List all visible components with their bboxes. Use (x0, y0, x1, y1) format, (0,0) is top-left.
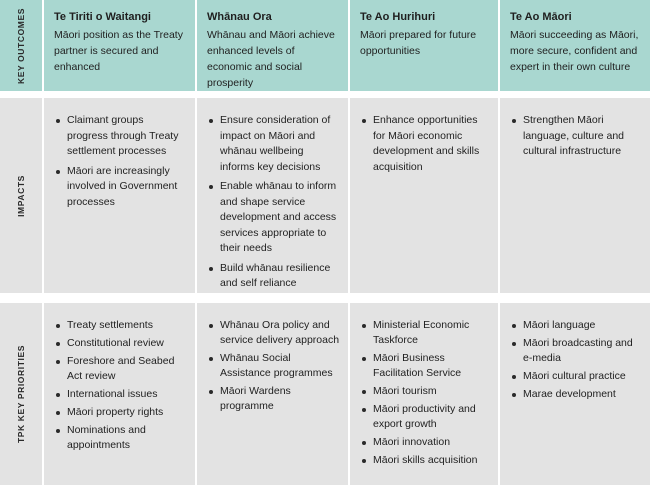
list-item: Marae development (510, 387, 642, 402)
list-item: Māori property rights (54, 405, 187, 420)
list-item: Māori Business Facilitation Service (360, 351, 490, 381)
list-item: Whānau Ora policy and service delivery approach (207, 318, 340, 348)
column-title: Te Tiriti o Waitangi (54, 11, 151, 23)
list-item: Māori language (510, 318, 642, 333)
row-header-impacts (0, 98, 42, 293)
priorities-row (0, 303, 650, 485)
priorities-cell-whanau-ora (197, 303, 348, 485)
list-item: Ensure consideration of impact on Māori and whānau wellbeing informs key decisions (207, 113, 340, 175)
impacts-list (510, 113, 642, 160)
list-item: Nominations and appointments (54, 423, 187, 453)
outcome-cell-whanau-ora (197, 0, 348, 91)
row-label: IMPACTS (16, 174, 26, 217)
row-label: TPK KEY PRIORITIES (16, 344, 26, 444)
priorities-list (510, 318, 642, 402)
list-item: Treaty settlements (54, 318, 187, 333)
priorities-cell-te-tiriti (44, 303, 195, 485)
priorities-list (207, 318, 340, 414)
priorities-list (360, 318, 490, 468)
outcome-text: Whānau and Māori achieve enhanced levels of economic and social prosperity (207, 29, 335, 89)
list-item: Māori broadcasting and e-media (510, 336, 642, 366)
impacts-row (0, 98, 650, 293)
list-item: Māori tourism (360, 384, 490, 399)
list-item: Māori Wardens programme (207, 384, 340, 414)
row-label: KEY OUTCOMES (16, 7, 26, 84)
outcome-cell-te-tiriti (44, 0, 195, 91)
list-item: Māori are increasingly involved in Government processes (54, 164, 187, 211)
impacts-cell-te-ao-hurihuri (350, 98, 498, 293)
column-title: Whānau Ora (207, 11, 272, 23)
list-item: Māori productivity and export growth (360, 402, 490, 432)
list-item: Ministerial Economic Taskforce (360, 318, 490, 348)
outcome-text: Māori position as the Treaty partner is secured and enhanced (54, 29, 183, 73)
priorities-list (54, 318, 187, 453)
row-header-key-outcomes (0, 0, 42, 91)
column-title: Te Ao Māori (510, 11, 572, 23)
priorities-cell-te-ao-maori (500, 303, 650, 485)
list-item: Constitutional review (54, 336, 187, 351)
priorities-cell-te-ao-hurihuri (350, 303, 498, 485)
list-item: Build whānau resilience and self reliance (207, 261, 340, 292)
impacts-cell-te-tiriti (44, 98, 195, 293)
list-item: Strengthen Māori language, culture and cultural infrastructure (510, 113, 642, 160)
impacts-cell-te-ao-maori (500, 98, 650, 293)
list-item: Enhance opportunities for Māori economic development and skills acquisition (360, 113, 490, 175)
outcome-text: Māori prepared for future opportunities (360, 29, 477, 57)
key-outcomes-row (0, 0, 650, 91)
list-item: Foreshore and Seabed Act review (54, 354, 187, 384)
impacts-list (360, 113, 490, 175)
list-item: Māori cultural practice (510, 369, 642, 384)
row-header-priorities (0, 303, 42, 485)
column-title: Te Ao Hurihuri (360, 11, 436, 23)
impacts-list (54, 113, 187, 210)
outcome-cell-te-ao-maori (500, 0, 650, 91)
list-item: Enable whānau to inform and shape service development and access services appropriate to their needs (207, 179, 340, 257)
impacts-list (207, 113, 340, 292)
impacts-cell-whanau-ora (197, 98, 348, 293)
list-item: Māori skills acquisition (360, 453, 490, 468)
outcome-text: Māori succeeding as Māori, more secure, confident and expert in their own culture (510, 29, 639, 73)
list-item: International issues (54, 387, 187, 402)
list-item: Māori innovation (360, 435, 490, 450)
list-item: Claimant groups progress through Treaty settlement processes (54, 113, 187, 160)
outcome-cell-te-ao-hurihuri (350, 0, 498, 91)
list-item: Whānau Social Assistance programmes (207, 351, 340, 381)
